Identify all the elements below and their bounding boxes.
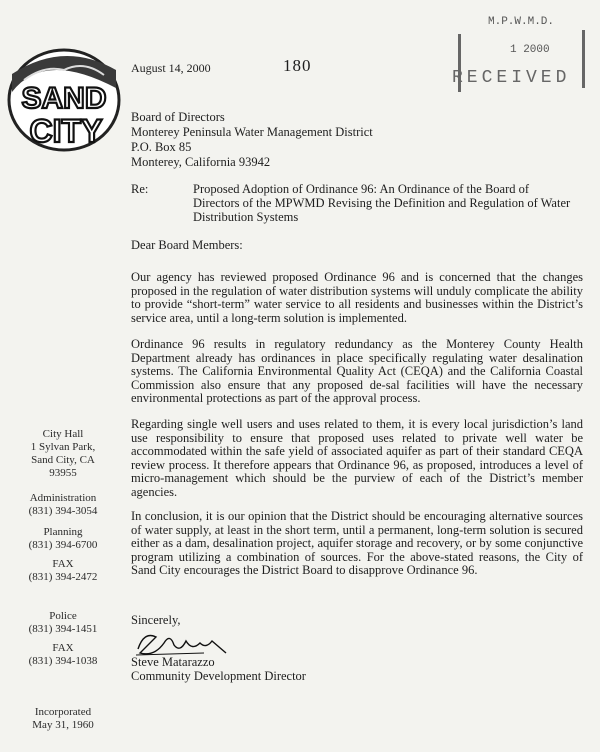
admin-label: Administration	[29, 492, 97, 504]
fax2-label: FAX	[52, 642, 74, 654]
body-paragraph-1: Our agency has reviewed proposed Ordinance 96 and is concerned that the changes proposed in the regulation of water distribution systems will unduly complicate the ability to provide “short-term” water service to all residents and businesses within the District’s service area, until a long-term solution is implemented.	[131, 270, 583, 325]
recipient-address	[131, 110, 373, 170]
police-phone: (831) 394-1451	[28, 623, 98, 635]
logo-text-city: CITY	[29, 113, 103, 149]
body-paragraph-3: Regarding single well users and uses related to them, it is every local jurisdiction’s land use responsibility to ensure that proposed uses related to private well water be accommodated within the safe yield of associated aquifer as part of their standard CEQA review process. It therefore appears that Ordinance 96, as proposed, introduces a level of micro-management which should be the purview of each of the District’s member agencies.	[131, 417, 583, 499]
sidebar-incorporated	[20, 706, 106, 732]
letter-date: August 14, 2000	[131, 61, 211, 75]
body-paragraph-4: In conclusion, it is our opinion that the District should be encouraging alternative sources of water supply, at least in the short term, until a permanent, long-term solution is secured either as a dam, desalination project, aquifer storage and recovery, or by some conjunctive program utilizing a combination of sources. For the above-stated reasons, the City of Sand City encourages the District Board to disapprove Ordinance 96.	[131, 509, 583, 577]
closing: Sincerely,	[131, 613, 181, 627]
sidebar-planning	[20, 526, 106, 552]
incorporated-label: Incorporated	[34, 706, 92, 718]
logo-text-sand: SAND	[21, 82, 107, 115]
recipient-line-4: Monterey, California 93942	[131, 155, 271, 169]
sidebar-fax-1	[20, 558, 106, 584]
stamp-right-bracket	[582, 30, 585, 88]
sand-city-logo	[4, 30, 124, 152]
signer-name: Steve Matarazzo	[131, 655, 215, 669]
recipient-line-3: P.O. Box 85	[131, 140, 192, 154]
sidebar-administration	[20, 492, 106, 518]
salutation: Dear Board Members:	[131, 238, 243, 252]
sidebar-street: 1 Sylvan Park,	[30, 441, 96, 453]
sidebar-address	[20, 428, 106, 480]
subject-label: Re:	[131, 182, 149, 196]
stamp-org: M.P.W.M.D.	[488, 16, 555, 28]
sidebar-city: Sand City, CA	[31, 454, 95, 466]
sidebar-fax-2	[20, 642, 106, 668]
fax2-phone: (831) 394-1038	[28, 655, 98, 667]
fax1-phone: (831) 394-2472	[28, 571, 98, 583]
page-number: 180	[283, 56, 312, 75]
signer-block	[131, 655, 306, 683]
admin-phone: (831) 394-3054	[28, 505, 98, 517]
stamp-received-text: RECEIVED	[452, 68, 571, 88]
police-label: Police	[49, 610, 77, 622]
sidebar-city-hall: City Hall	[42, 428, 84, 440]
signer-title: Community Development Director	[131, 669, 306, 683]
subject-text: Proposed Adoption of Ordinance 96: An Ordinance of the Board of Directors of the MPWMD Revising the Definition and Regulation of Water Distribution Systems	[193, 182, 571, 224]
planning-phone: (831) 394-6700	[28, 539, 98, 551]
recipient-line-2: Monterey Peninsula Water Management District	[131, 125, 373, 139]
sidebar-zip: 93955	[49, 467, 77, 479]
incorporated-date: May 31, 1960	[32, 719, 94, 731]
sidebar-police	[20, 610, 106, 636]
planning-label: Planning	[43, 526, 83, 538]
stamp-date: 1 2000	[510, 44, 550, 56]
body-paragraph-2: Ordinance 96 results in regulatory redundancy as the Monterey County Health Department already has ordinances in place specifically regulating water desalination systems. The California Environmental Quality Act (CEQA) and the California Coastal Commission also ensure that any proposed de-sal facilities will have the necessary environmental protections as part of the approval process.	[131, 337, 583, 405]
received-stamp	[452, 16, 592, 96]
fax1-label: FAX	[52, 558, 74, 570]
recipient-line-1: Board of Directors	[131, 110, 225, 124]
